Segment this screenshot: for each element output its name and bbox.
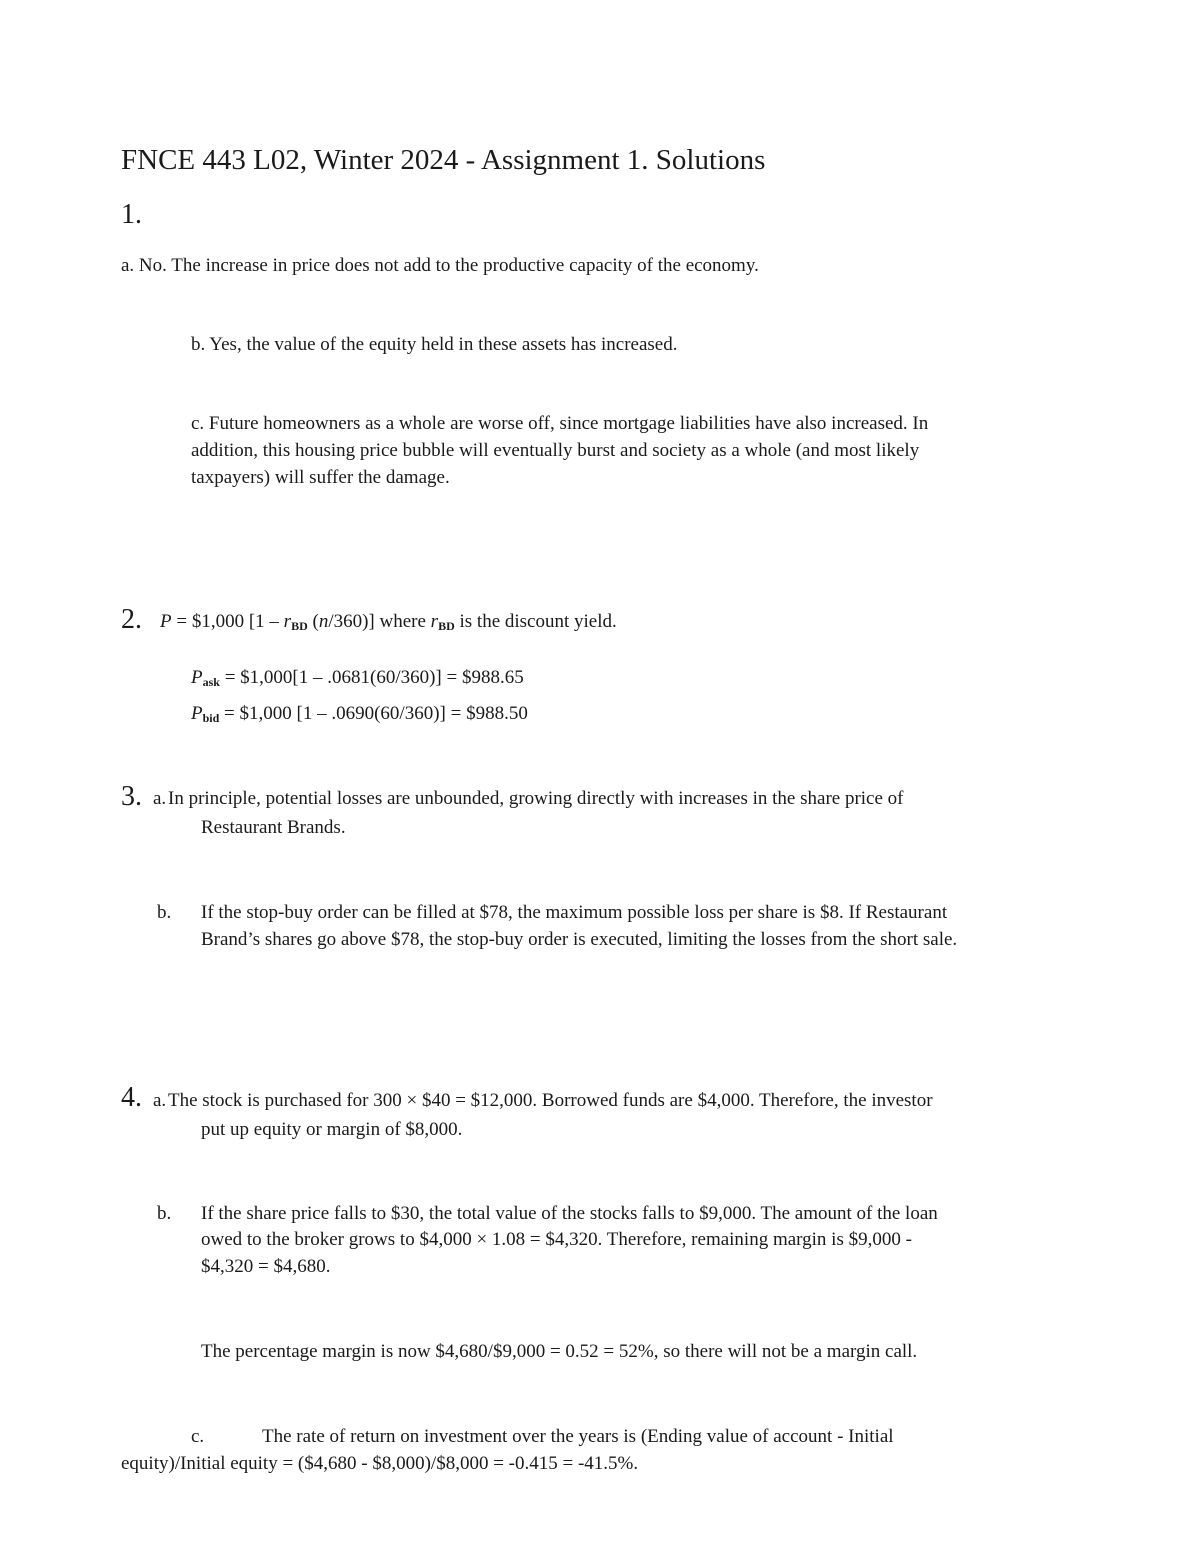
question-3-number: 3. xyxy=(121,781,142,812)
formula-price-symbol: P xyxy=(160,611,172,632)
q4-c-line2: equity)/Initial equity = ($4,680 - $8,000)/$8,000 = -0.415 = -41.5%. xyxy=(121,1453,639,1474)
q3-a-label: a. xyxy=(153,788,167,809)
q4-a-line1: The stock is purchased for 300 × $40 = $12,000. Borrowed funds are $4,000. Therefore, the investor xyxy=(168,1090,933,1111)
q4-a-label: a. xyxy=(153,1090,167,1111)
document-title: FNCE 443 L02, Winter 2024 - Assignment 1. Solutions xyxy=(121,144,766,176)
q1-answer-b: b. Yes, the value of the equity held in these assets has increased. xyxy=(191,334,678,355)
formula-text-3: /360)] where xyxy=(328,611,431,632)
bid-price-symbol: P xyxy=(191,703,203,724)
formula-text-2: ( xyxy=(307,611,319,632)
bid-subscript: bid xyxy=(202,711,220,725)
formula-rate-symbol: r xyxy=(283,611,292,632)
q4-b-line1: If the share price falls to $30, the total value of the stocks falls to $9,000. The amount of the loan xyxy=(201,1203,938,1224)
q2-ask-price xyxy=(191,664,524,691)
q3-b-line2: Brand’s shares go above $78, the stop-buy order is executed, limiting the losses from the short sale. xyxy=(201,929,958,950)
ask-price-calc: = $1,000[1 – .0681(60/360)] = $988.65 xyxy=(219,667,524,688)
q4-b-line3: $4,320 = $4,680. xyxy=(201,1256,331,1277)
question-1-number: 1. xyxy=(121,199,142,230)
q1-answer-c-line3: taxpayers) will suffer the damage. xyxy=(191,467,450,488)
ask-price-symbol: P xyxy=(191,667,203,688)
ask-subscript: ask xyxy=(202,675,220,689)
question-2-number: 2. xyxy=(121,604,142,635)
formula-rate-subscript: BD xyxy=(291,619,308,633)
q4-b-label: b. xyxy=(157,1203,172,1224)
bid-price-calc: = $1,000 [1 – .0690(60/360)] = $988.50 xyxy=(219,703,528,724)
formula-text-1: = $1,000 [1 – xyxy=(171,611,284,632)
formula-text-4: is the discount yield. xyxy=(454,611,617,632)
q3-a-line1: In principle, potential losses are unbounded, growing directly with increases in the share price of xyxy=(168,788,904,809)
q3-b-line1: If the stop-buy order can be filled at $78, the maximum possible loss per share is $8. If Restaurant xyxy=(201,902,948,923)
q2-bid-price xyxy=(191,700,528,727)
q4-c-line1: The rate of return on investment over the years is (Ending value of account - Initial xyxy=(262,1426,894,1447)
question-4-number: 4. xyxy=(121,1082,142,1113)
q1-answer-c-line1: c. Future homeowners as a whole are worse off, since mortgage liabilities have also increased. In xyxy=(191,413,929,434)
q2-formula xyxy=(160,608,617,635)
q1-answer-a: a. No. The increase in price does not add to the productive capacity of the economy. xyxy=(121,255,759,276)
q3-a-line2: Restaurant Brands. xyxy=(201,817,346,838)
q3-b-label: b. xyxy=(157,902,172,923)
q1-answer-c-line2: addition, this housing price bubble will eventually burst and society as a whole (and most likely xyxy=(191,440,920,461)
formula-rate-symbol-2: r xyxy=(430,611,439,632)
q4-a-line2: put up equity or margin of $8,000. xyxy=(201,1119,463,1140)
q4-c-label: c. xyxy=(191,1426,205,1447)
formula-n-symbol: n xyxy=(318,611,329,632)
q4-b-line2: owed to the broker grows to $4,000 × 1.08 = $4,320. Therefore, remaining margin is $9,000 - xyxy=(201,1229,912,1250)
q4-percentage-margin: The percentage margin is now $4,680/$9,000 = 0.52 = 52%, so there will not be a margin call. xyxy=(201,1341,918,1362)
formula-rate-subscript-2: BD xyxy=(438,619,455,633)
